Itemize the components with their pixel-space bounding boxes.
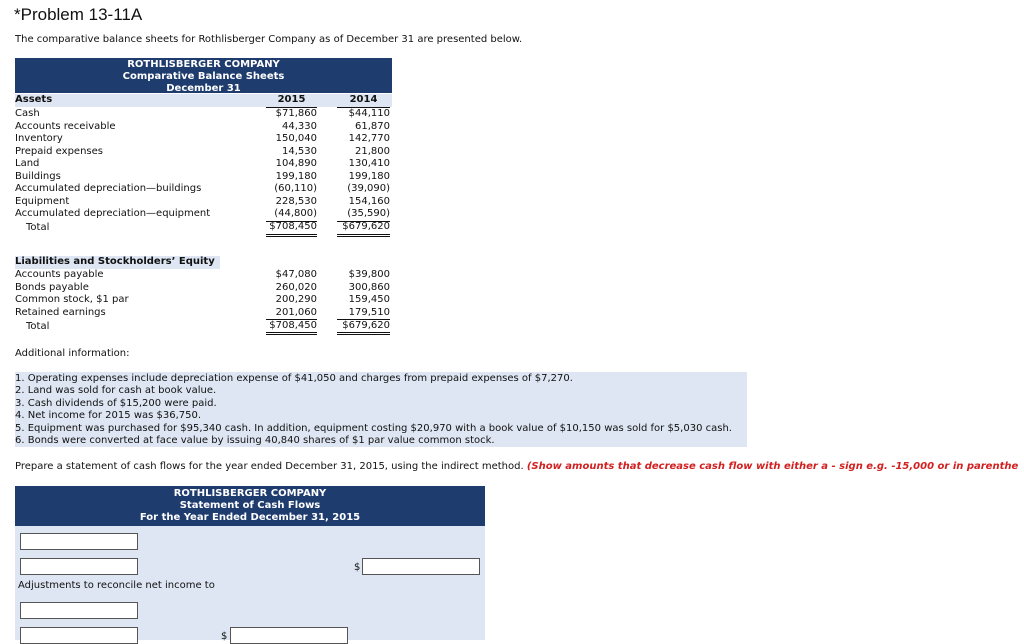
liabilities-total-label: Total — [26, 321, 50, 332]
asset-label: Land — [15, 158, 40, 169]
asset-label: Accounts receivable — [15, 120, 116, 132]
liability-2015: 201,060 — [266, 307, 317, 321]
cf-heading-input-1[interactable] — [20, 533, 138, 550]
instructions-text: Prepare a statement of cash flows for the year ended December 31, 2015, using the indirect method. — [15, 461, 524, 472]
dollar-sign: $ — [354, 562, 361, 573]
asset-label: Buildings — [15, 170, 61, 182]
asset-2014: $44,110 — [348, 108, 390, 119]
asset-label: Inventory — [15, 133, 63, 144]
info-item: 3. Cash dividends of $15,200 were paid. — [15, 397, 217, 409]
info-item: 6. Bonds were converted at face value by issuing 40,840 shares of $1 par value common stock. — [15, 435, 495, 446]
asset-2015: 104,890 — [275, 158, 317, 169]
liabilities-total-2015: $708,450 — [266, 320, 317, 336]
info-item: 1. Operating expenses include depreciation expense of $41,050 and charges from prepaid expenses of $7,270. — [15, 373, 573, 384]
bs-column-header-row — [15, 94, 392, 107]
cf-title: Statement of Cash Flows — [179, 500, 321, 511]
asset-2014: (39,090) — [347, 183, 390, 194]
instructions — [15, 461, 1018, 472]
asset-2014: 130,410 — [348, 158, 390, 169]
cf-label-input-1[interactable] — [20, 558, 138, 575]
asset-2015: (44,800) — [266, 208, 317, 222]
assets-total-2014: $679,620 — [337, 221, 390, 237]
asset-2015: 150,040 — [275, 133, 317, 144]
bs-date: December 31 — [166, 83, 241, 94]
additional-info-label: Additional information: — [15, 348, 130, 359]
liability-2015: 200,290 — [275, 294, 317, 305]
asset-label: Accumulated depreciation—buildings — [15, 183, 202, 194]
intro-text: The comparative balance sheets for Rothlisberger Company as of December 31 are presented below. — [15, 34, 523, 45]
asset-2015: $71,860 — [275, 108, 317, 119]
liabilities-total-2014: $679,620 — [337, 320, 390, 336]
liability-2014: 300,860 — [348, 281, 390, 293]
col-2014: 2014 — [337, 94, 390, 108]
asset-label: Accumulated depreciation—equipment — [15, 208, 211, 219]
bs-title: Comparative Balance Sheets — [122, 71, 285, 82]
cf-label-input-3[interactable] — [20, 627, 138, 644]
liability-label: Bonds payable — [15, 281, 89, 293]
instructions-note: (Show amounts that decrease cash flow with either a - sign e.g. -15,000 or in parenthe — [526, 461, 1019, 472]
cf-amount-input-1[interactable] — [362, 558, 480, 575]
liability-2015: $47,080 — [275, 269, 317, 280]
bs-company: ROTHLISBERGER COMPANY — [127, 59, 280, 70]
adjustments-label: Adjustments to reconcile net income to — [18, 580, 215, 591]
balance-sheet-header — [15, 58, 392, 93]
asset-2014: 199,180 — [348, 170, 390, 182]
liability-label: Retained earnings — [15, 306, 106, 318]
col-2015: 2015 — [266, 94, 317, 108]
cf-amount-input-2[interactable] — [230, 627, 348, 644]
assets-label: Assets — [15, 94, 53, 105]
liability-label: Accounts payable — [15, 269, 104, 280]
asset-2014: 142,770 — [348, 133, 390, 144]
asset-2015: 228,530 — [275, 195, 317, 207]
assets-total-label: Total — [26, 222, 50, 233]
cf-label-input-2[interactable] — [20, 602, 138, 619]
asset-label: Equipment — [15, 195, 70, 207]
problem-title: *Problem 13-11A — [14, 5, 143, 24]
asset-2014: 154,160 — [348, 195, 390, 207]
dollar-sign-2: $ — [221, 631, 228, 642]
info-item: 4. Net income for 2015 was $36,750. — [15, 410, 202, 422]
cf-period: For the Year Ended December 31, 2015 — [139, 512, 361, 523]
asset-2015: 199,180 — [275, 170, 317, 182]
info-item: 2. Land was sold for cash at book value. — [15, 385, 217, 397]
asset-label: Cash — [15, 108, 40, 119]
cf-company: ROTHLISBERGER COMPANY — [173, 488, 327, 499]
liability-label: Common stock, $1 par — [15, 294, 129, 305]
info-item: 5. Equipment was purchased for $95,340 cash. In addition, equipment costing $20,970 with a book value of $10,150 was sold for $5,030 cash. — [15, 422, 732, 434]
cash-flow-header — [15, 486, 485, 526]
asset-2015: 14,530 — [282, 145, 317, 157]
asset-2015: (60,110) — [274, 183, 317, 194]
asset-2014: 61,870 — [355, 120, 390, 132]
liability-2014: $39,800 — [348, 269, 390, 280]
liability-2015: 260,020 — [275, 281, 317, 293]
liability-2014: 159,450 — [348, 294, 390, 305]
liabilities-label: Liabilities and Stockholders’ Equity — [15, 256, 220, 269]
liability-2014: 179,510 — [337, 307, 390, 321]
asset-2014: (35,590) — [337, 208, 390, 222]
asset-2014: 21,800 — [355, 145, 390, 157]
assets-total-2015: $708,450 — [266, 221, 317, 237]
asset-label: Prepaid expenses — [15, 145, 103, 157]
asset-2015: 44,330 — [282, 120, 317, 132]
